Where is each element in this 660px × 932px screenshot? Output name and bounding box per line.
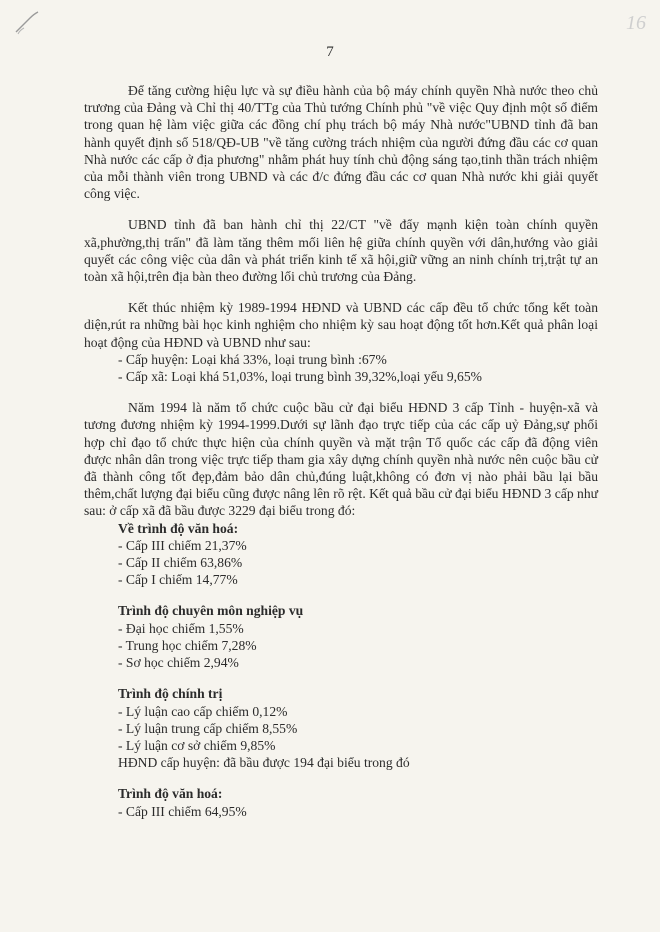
page-number: 7	[326, 44, 334, 60]
district-summary: HĐND cấp huyện: đã bầu được 194 đại biểu trong đó	[118, 755, 410, 771]
section-heading: Trình độ văn hoá:	[118, 786, 223, 802]
document-body	[84, 82, 598, 820]
list-item: - Lý luận cơ sở chiếm 9,85%	[118, 737, 276, 753]
section-heading: Về trình độ văn hoá:	[118, 520, 239, 536]
list-item: - Trung học chiếm 7,28%	[118, 637, 257, 653]
paragraph: Kết thúc nhiệm kỳ 1989-1994 HĐND và UBND các cấp đều tổ chức tổng kết toàn diện,rút ra những bài học kinh nghiệm cho nhiệm kỳ sau hoạt động tốt hơn.Kết quả phân loại hoạt động của HĐND và UBND như sau:	[84, 300, 598, 350]
list-item: - Sơ học chiếm 2,94%	[118, 655, 239, 671]
list-item: - Cấp III chiếm 21,37%	[118, 537, 247, 553]
list-item: - Cấp II chiếm 63,86%	[118, 555, 243, 571]
list-item: - Cấp I chiếm 14,77%	[118, 572, 238, 588]
list-item: - Cấp III chiếm 64,95%	[118, 803, 247, 819]
list-item: - Đại học chiếm 1,55%	[118, 620, 244, 636]
section-heading: Trình độ chính trị	[118, 686, 223, 702]
section-list	[84, 703, 598, 755]
section-list	[84, 620, 598, 672]
paragraph: Để tăng cường hiệu lực và sự điều hành của bộ máy chính quyền Nhà nước theo chủ trương của Đảng và Chỉ thị 40/TTg của Thủ tướng Chính phủ "về việc Quy định một số điểm trong quan hệ làm việc giữa các đồng chí phụ trách bộ máy Nhà nước"UBND tỉnh đã ban hành quyết định số 518/QĐ-UB "về tăng cường trách nhiệm của người đứng đầu các cơ quan Nhà nước các cấp ở địa phương" nhằm phát huy tính chủ động sáng tạo,tinh thần trách nhiệm của mỗi thành viên trong UBND và các đ/c đứng đầu các cơ quan Nhà nước khi giải quyết công việc.	[84, 83, 598, 202]
paragraph: Năm 1994 là năm tổ chức cuộc bầu cử đại biểu HĐND 3 cấp Tỉnh - huyện-xã và tương đương nhiệm kỳ 1994-1999.Dưới sự lãnh đạo trực tiếp của các cấp uỷ Đảng,sự phối hợp chỉ đạo tổ chức thực hiện của chính quyền và mặt trận Tổ quốc các cấp đã động viên được nhân dân trong việc trực tiếp tham gia xây dựng chính quyền nhà nước nên cuộc bầu cử đã thành công tốt đẹp,đảm bảo dân chủ,đúng luật,không có đơn vị nào phải bầu lại bầu thêm,chất lượng đại biểu cũng được nâng lên rõ rệt. Kết quả bầu cử đại biểu HĐND 3 cấp như sau: ở cấp xã đã bầu được 3229 đại biểu trong đó:	[84, 400, 598, 519]
list-item: - Lý luận cao cấp chiếm 0,12%	[118, 703, 288, 719]
corner-page-number: 16	[626, 12, 646, 34]
list-item: - Cấp xã: Loại khá 51,03%, loại trung bình 39,32%,loại yếu 9,65%	[118, 369, 482, 385]
pen-mark-icon	[12, 8, 42, 38]
list-item: - Lý luận trung cấp chiếm 8,55%	[118, 720, 298, 736]
classification-list	[84, 351, 598, 385]
section-list	[84, 537, 598, 589]
section-list	[84, 803, 598, 820]
section-heading: Trình độ chuyên môn nghiệp vụ	[118, 603, 304, 619]
paragraph: UBND tỉnh đã ban hành chỉ thị 22/CT "về đẩy mạnh kiện toàn chính quyền xã,phường,thị trấn" đã làm tăng thêm mối liên hệ giữa chính quyền với dân,hướng vào giải quyết các công việc của dân và phát triển kinh tế xã hội,giữ vững an ninh chính trị,trật tự an toàn xã hội,trên địa bàn theo đường lối chủ trương của Đảng.	[84, 217, 598, 285]
list-item: - Cấp huyện: Loại khá 33%, loại trung bình :67%	[118, 351, 387, 367]
